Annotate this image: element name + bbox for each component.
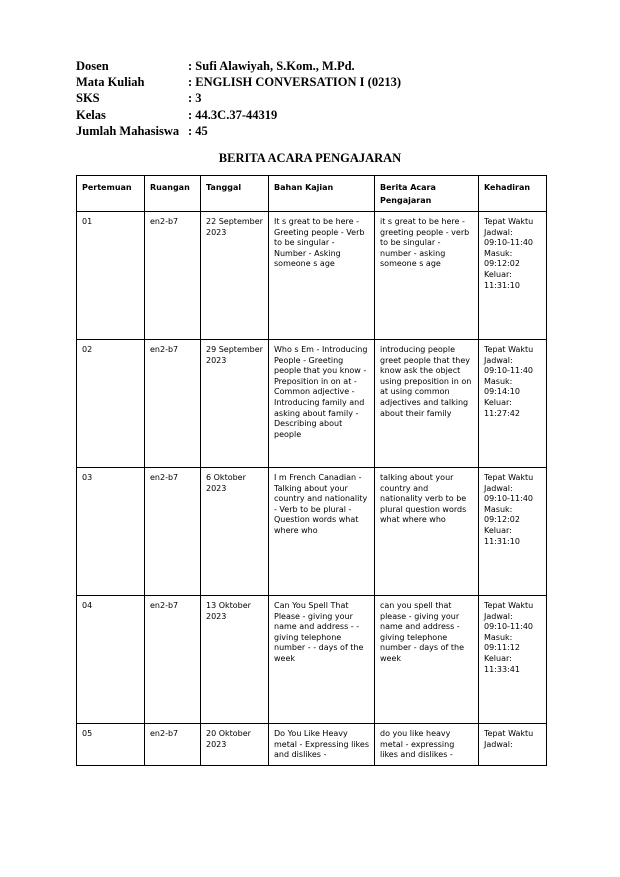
table-row: [77, 724, 547, 766]
info-label-dosen: Dosen: [76, 59, 109, 73]
cell-tanggal: 6 Oktober 2023: [201, 468, 269, 596]
cell-ruangan: en2-b7: [145, 468, 201, 596]
cell-tanggal: 20 Oktober 2023: [201, 724, 269, 766]
cell-pertemuan: 04: [77, 596, 145, 724]
table-row: [77, 468, 547, 596]
table-row: [77, 340, 547, 468]
document-title: BERITA ACARA PENGAJARAN: [218, 151, 402, 165]
cell-bahan-kajian: Can You Spell That Please - giving your name and address - - giving telephone number - - days of the week: [269, 596, 375, 724]
cell-kehadiran: Tepat Waktu Jadwal: 09:10-11:40 Masuk: 09:11:12 Keluar: 11:33:41: [479, 596, 547, 724]
cell-tanggal: 29 September 2023: [201, 340, 269, 468]
header-tanggal: Tanggal: [201, 176, 269, 212]
table-header-row: [77, 176, 547, 212]
info-row-mata-kuliah: [76, 74, 401, 90]
info-label-sks: SKS: [76, 91, 100, 106]
cell-ruangan: en2-b7: [145, 212, 201, 340]
info-row-dosen: [76, 58, 401, 74]
berita-acara-table: [76, 175, 547, 766]
header-ruangan: Ruangan: [145, 176, 201, 212]
cell-ruangan: en2-b7: [145, 340, 201, 468]
cell-berita-acara: do you like heavy metal - expressing likes and dislikes -: [375, 724, 479, 766]
cell-berita-acara: it s great to be here - greeting people - verb to be singular - number - asking someone s age: [375, 212, 479, 340]
info-value-sks: : 3: [188, 91, 202, 106]
cell-berita-acara: talking about your country and nationality verb to be plural question words what where who: [375, 468, 479, 596]
cell-bahan-kajian: Do You Like Heavy metal - Expressing likes and dislikes -: [269, 724, 375, 766]
info-row-kelas: [76, 107, 401, 123]
cell-pertemuan: 03: [77, 468, 145, 596]
header-berita-acara: Berita Acara Pengajaran: [375, 176, 479, 212]
cell-kehadiran: Tepat Waktu Jadwal: 09:10-11:40 Masuk: 09:14:10 Keluar: 11:27:42: [479, 340, 547, 468]
cell-ruangan: en2-b7: [145, 724, 201, 766]
header-pertemuan: Pertemuan: [77, 176, 145, 212]
table-row: [77, 596, 547, 724]
cell-tanggal: 13 Oktober 2023: [201, 596, 269, 724]
cell-pertemuan: 02: [77, 340, 145, 468]
cell-kehadiran: Tepat Waktu Jadwal:: [479, 724, 547, 766]
cell-pertemuan: 05: [77, 724, 145, 766]
info-label-jumlah-mahasiswa: Jumlah Mahasiswa: [76, 123, 180, 138]
cell-kehadiran: Tepat Waktu Jadwal: 09:10-11:40 Masuk: 09:12:02 Keluar: 11:31:10: [479, 212, 547, 340]
cell-pertemuan: 01: [77, 212, 145, 340]
info-row-jumlah-mahasiswa: [76, 123, 401, 139]
info-label-kelas: Kelas: [76, 107, 106, 122]
cell-kehadiran: Tepat Waktu Jadwal: 09:10-11:40 Masuk: 09:12:02 Keluar: 11:31:10: [479, 468, 547, 596]
cell-bahan-kajian: Who s Em - Introducing People - Greeting people that you know - Preposition in on at - Common adjective - Introducing family and asking about family - Describing about people: [269, 340, 375, 468]
cell-berita-acara: can you spell that please - giving your name and address - giving telephone number - days of the week: [375, 596, 479, 724]
info-value-dosen: : Sufi Alawiyah, S.Kom., M.Pd.: [188, 59, 355, 73]
cell-bahan-kajian: I m French Canadian - Talking about your country and nationality - Verb to be plural - Question words what where who: [269, 468, 375, 596]
cell-ruangan: en2-b7: [145, 596, 201, 724]
info-value-kelas: : 44.3C.37-44319: [188, 107, 278, 122]
info-label-mata-kuliah: Mata Kuliah: [76, 75, 145, 90]
header-kehadiran: Kehadiran: [479, 176, 547, 212]
info-row-sks: [76, 90, 401, 106]
course-info: [76, 58, 401, 139]
cell-tanggal: 22 September 2023: [201, 212, 269, 340]
info-value-jumlah-mahasiswa: : 45: [188, 123, 208, 138]
header-bahan-kajian: Bahan Kajian: [269, 176, 375, 212]
cell-berita-acara: introducing people greet people that they know ask the object using preposition in on at using common adjectives and talking about their family: [375, 340, 479, 468]
table-row: [77, 212, 547, 340]
info-value-mata-kuliah: : ENGLISH CONVERSATION I (0213): [188, 75, 401, 90]
cell-bahan-kajian: It s great to be here - Greeting people - Verb to be singular - Number - Asking someone s age: [269, 212, 375, 340]
